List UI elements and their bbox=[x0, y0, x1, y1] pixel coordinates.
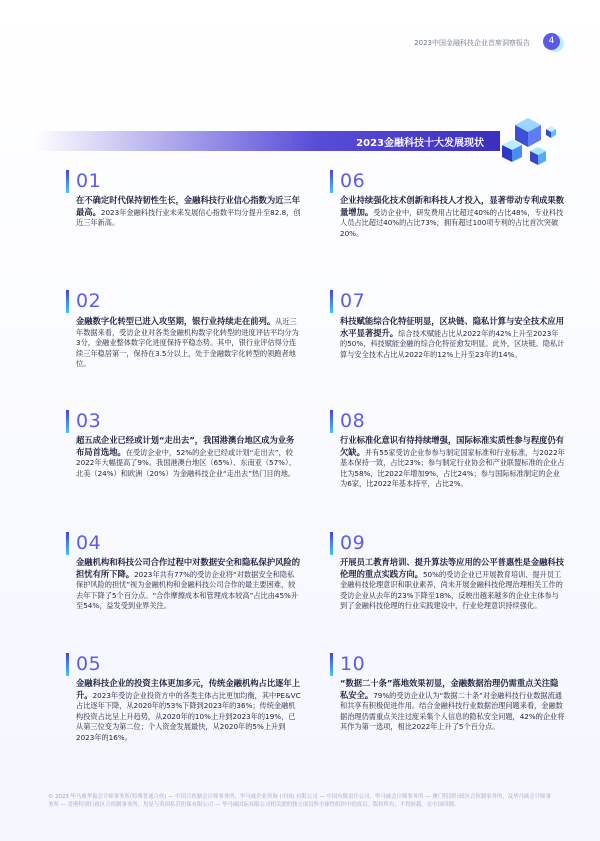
card-accent-bar bbox=[330, 532, 333, 555]
card-text: 从近三年数据来看，受访企业对各类金融机构数字化转型的进度评估平均分为3分，金融业整体数字化进度保持平稳态势。其中，银行业评估得分连续三年稳居第一，保持在3.5分以上，处于金融数字化转型的领跑者地位。 bbox=[76, 317, 299, 369]
card-accent-bar bbox=[330, 170, 333, 193]
card-headline: 金融科技企业的投资主体更加多元，传统金融机构占比逐年上升。 bbox=[76, 678, 301, 700]
card-body bbox=[340, 195, 565, 239]
report-title: 2023中国金融科技企业首席洞察报告 bbox=[414, 39, 530, 47]
status-card-04 bbox=[66, 532, 308, 632]
cubes-illustration-icon bbox=[490, 107, 560, 177]
card-body bbox=[76, 316, 301, 370]
status-card-02 bbox=[66, 290, 308, 390]
section-title: 2023金融科技十大发展现状 bbox=[356, 138, 484, 149]
status-card-03 bbox=[66, 410, 308, 510]
status-card-07 bbox=[330, 290, 572, 390]
card-text: 受访企业中，研发费用占比超过40%的占比48%，专业科技人员占比超过40%的占比73%，拥有超过100项专利的占比首次突破20%。 bbox=[340, 207, 564, 238]
card-headline: 科技赋能综合化特征明显，区块链、隐私计算与安全技术应用水平显著提升。 bbox=[340, 316, 565, 338]
card-body bbox=[76, 435, 301, 479]
card-body bbox=[340, 678, 565, 733]
status-card-01 bbox=[66, 170, 308, 270]
card-accent-bar bbox=[330, 290, 333, 313]
card-accent-bar bbox=[330, 653, 333, 676]
card-headline: 在不确定时代保持韧性生长，金融科技行业信心指数为近三年最高。 bbox=[76, 195, 301, 217]
card-number: 07 bbox=[340, 290, 366, 312]
page-header bbox=[0, 0, 600, 70]
card-number: 03 bbox=[76, 410, 102, 432]
status-card-10 bbox=[330, 653, 572, 773]
section-banner bbox=[36, 131, 500, 151]
card-text: 参与制定国家标准和行业标准，与2022年基本保持一致，占比23%；参与制定行业协会和产业联盟标准的企业占比为58%，比2022年增加9%，占比24%；参与国际标准制定的企业为6家，比2022年基本持平，占比2%。 bbox=[340, 447, 565, 489]
card-accent-bar bbox=[66, 170, 69, 193]
card-accent-bar bbox=[66, 532, 69, 555]
card-text: 2023年金融科技行业未来发展信心指数平均分提升至82.8，创近三年新高。 bbox=[76, 207, 301, 228]
card-accent-bar bbox=[66, 410, 69, 433]
card-number: 06 bbox=[340, 170, 366, 192]
page-number: 4 bbox=[543, 33, 560, 50]
card-headline: 企业持续强化技术创新和科技人才投入，显著带动专利成果数量增加。 bbox=[340, 195, 565, 217]
card-number: 02 bbox=[76, 290, 102, 312]
card-headline: 超五成企业已经或计划“走出去”，我国港澳台地区成为业务布局首选地。 bbox=[76, 435, 295, 457]
card-headline: 开展员工教育培训、提升算法等应用的公平普惠性是金融科技伦理的重点实践方向。 bbox=[340, 557, 565, 579]
card-body bbox=[340, 435, 565, 490]
card-body bbox=[76, 557, 301, 612]
card-accent-bar bbox=[330, 410, 333, 433]
status-card-05 bbox=[66, 653, 308, 773]
status-card-09 bbox=[330, 532, 572, 632]
card-body bbox=[76, 678, 301, 744]
card-number: 10 bbox=[340, 653, 366, 675]
card-number: 08 bbox=[340, 410, 366, 432]
card-text: 2023年共有77%的受访企业将“对数据安全和隐私保护风险的担忧”视为金融机构和金融科技公司合作的最主要困难，较去年下降了5个百分点。“合作摩擦成本和管理成本较高”占比由45%升至54%，益发受到业界关注。 bbox=[76, 569, 299, 611]
card-accent-bar bbox=[66, 290, 69, 313]
card-text-prefix: 并有55家受访企业参 bbox=[364, 447, 432, 457]
card-number: 05 bbox=[76, 653, 102, 675]
card-headline: 金融机构和科技公司合作过程中对数据安全和隐私保护风险的担忧有所下降。 bbox=[76, 557, 301, 579]
card-text: 50%的受访企业已开展教育培训、提升员工金融科技伦理意识和职业素养，尚未开展金融科技伦理治理相关工作的受访企业从去年的23%下降至18%，反映出越来越多的企业主体参与到了金融科技伦理的行业实践建设中，行业伦理意识持续强化。 bbox=[340, 569, 563, 611]
card-number: 01 bbox=[76, 170, 102, 192]
card-headline: 金融数字化转型已进入攻坚期，银行业持续走在前列。 bbox=[76, 316, 276, 326]
card-text: 2023年受访企业投资方中的各类主体占比更加均衡，其中PE&VC占比逐年下降，从2020年的53%下降到2023年的36%；传统金融机构投资占比呈上升趋势，从2020年的10%上升到2023年的19%，已从第三位变为第二位；个人资金发展最快，从2020年的5%上升到2023年的16%。 bbox=[76, 690, 301, 742]
status-card-08 bbox=[330, 410, 572, 520]
card-text: 79%的受访企业认为“数据二十条”对金融科技行业数据流通和共享有积极促进作用。结合金融科技行业数据治理问题来看，金融数据治理仍需重点关注过度采集个人信息的隐私安全问题，42%的企业将其作为第一选项，相比2022年上升了5个百分点。 bbox=[340, 690, 565, 732]
card-accent-bar bbox=[66, 653, 69, 676]
card-body bbox=[76, 195, 301, 229]
card-text: 在受访企业中，52%的企业已经或计划“走出去”，较2022年大幅提高了9%。我国港澳台地区（65%）、东南亚（57%）、北美（24%）和欧洲（20%）为金融科技企业“走出去”热门目的地。 bbox=[76, 447, 296, 478]
copyright-footer: © 2023 毕马威华振会计师事务所(特殊普通合伙) — 中国合伙制会计师事务所，毕马威企业咨询 (中国) 有限公司 — 中国有限责任公司，毕马威会计师事务所 — 澳门特别行政区合伙制事务所，及毕马威会计师事务所 — 香港特别行政区合伙制事务所，均是与英国私营担保有限公司 — 毕马威国际有限公司相关联的独立成员所全球性组织中的成员。版权所有，不得转载。在中国印制。 bbox=[48, 794, 551, 808]
card-number: 09 bbox=[340, 532, 366, 554]
card-number: 04 bbox=[76, 532, 102, 554]
card-headline: 行业标准化意识有待持续增强，国际标准实质性参与程度仍有欠缺。 bbox=[340, 435, 565, 457]
card-headline: “数据二十条”落地效果初显，金融数据治理仍需重点关注隐私安全。 bbox=[340, 678, 559, 700]
card-body bbox=[340, 316, 565, 360]
card-text: 综合技术赋能占比从2022年的42%上升至2023年的50%，科技赋能金融的综合化特征愈发明显。此外，区块链、隐私计算与安全技术占比从2022年的12%上升至23年的14%。 bbox=[340, 328, 565, 359]
status-card-06 bbox=[330, 170, 572, 270]
card-body bbox=[340, 557, 565, 612]
